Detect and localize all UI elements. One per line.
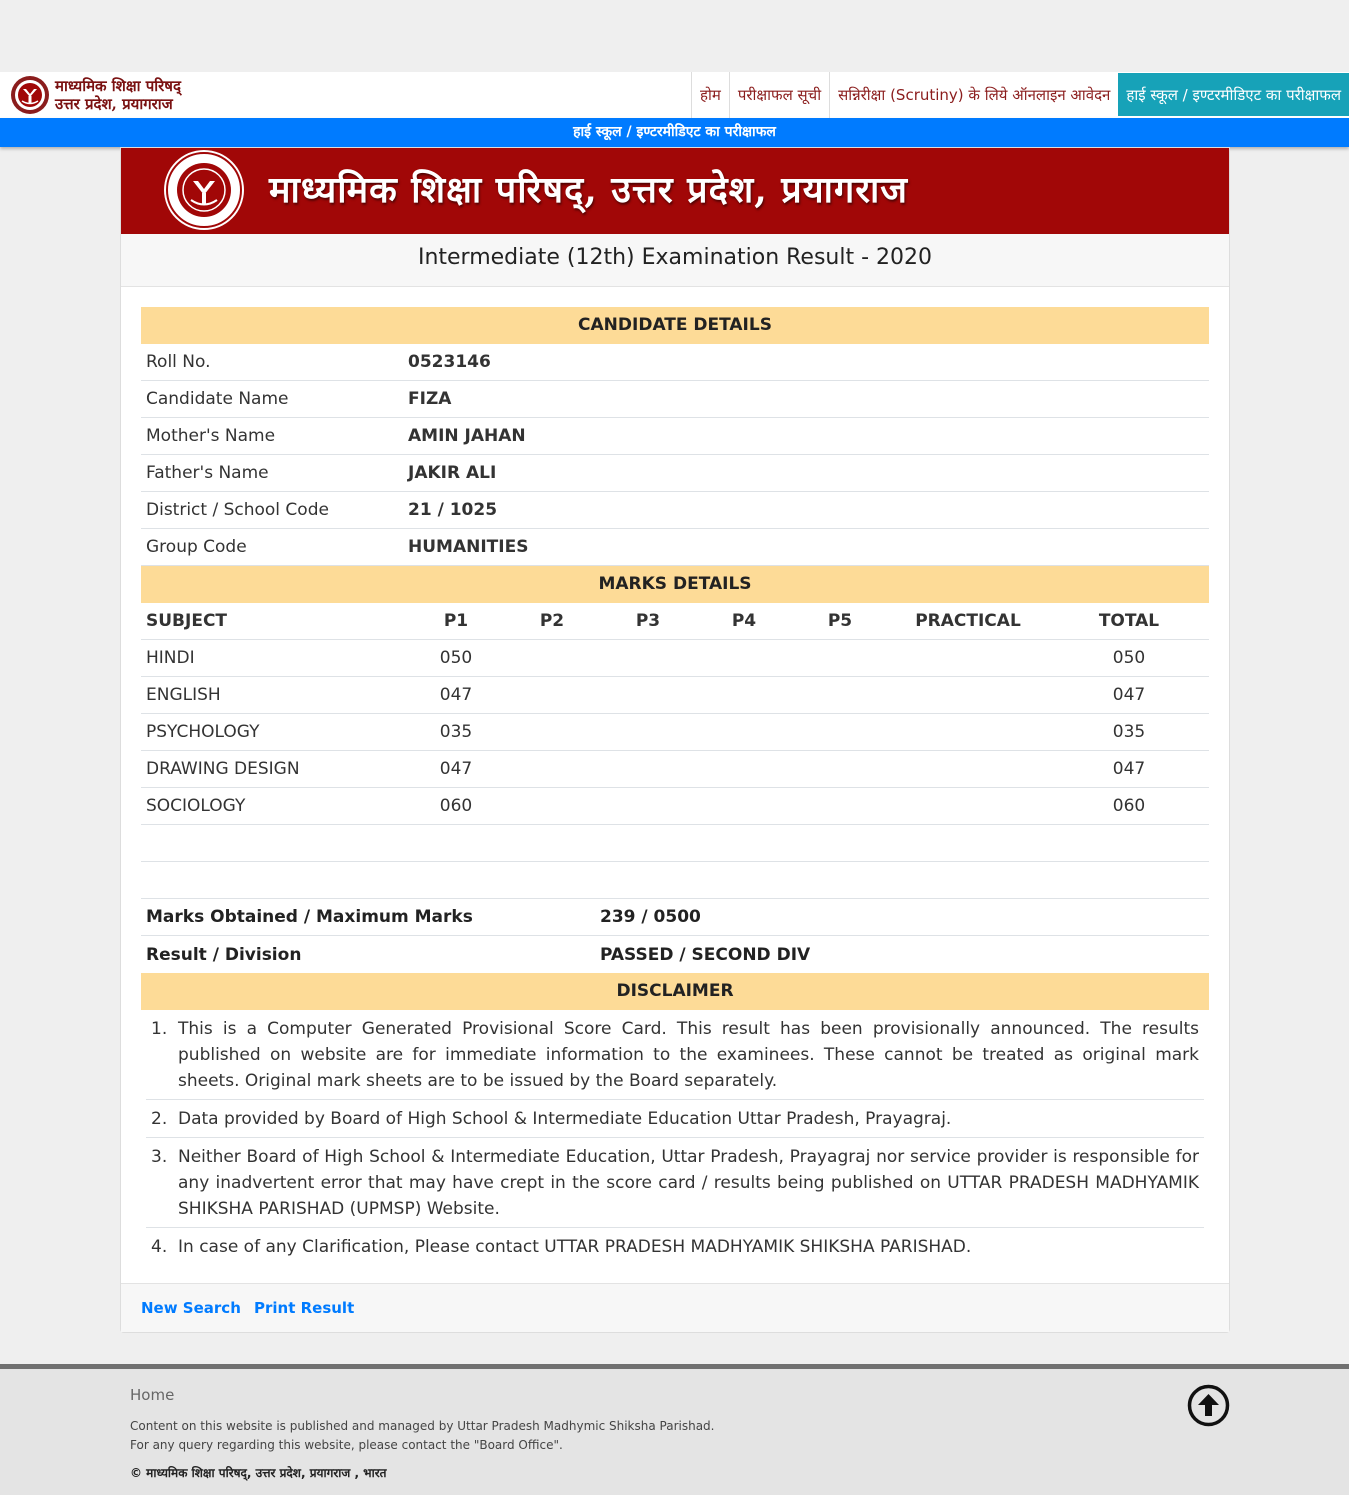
footer-home-link[interactable]: Home bbox=[130, 1386, 175, 1404]
candidate-row bbox=[141, 455, 1209, 492]
brand-line-1: माध्यमिक शिक्षा परिषद् bbox=[55, 77, 181, 95]
footer-copyright: © माध्यमिक शिक्षा परिषद्, उत्तर प्रदेश, प्रयागराज , भारत bbox=[130, 1466, 387, 1480]
col-p3: P3 bbox=[635, 611, 661, 631]
disclaimer-number: 2. bbox=[151, 1109, 168, 1129]
upmsp-logo-icon[interactable] bbox=[10, 75, 50, 115]
result-summary-row bbox=[141, 936, 1209, 973]
candidate-field-value: JAKIR ALI bbox=[408, 463, 497, 483]
main-menu bbox=[691, 72, 1349, 118]
col-p5: P5 bbox=[827, 611, 853, 631]
marks-cell-p1: 060 bbox=[439, 796, 473, 816]
marks-cell-total: 060 bbox=[1112, 796, 1146, 816]
candidate-row bbox=[141, 381, 1209, 418]
footer-info-line-2: For any query regarding this website, please contact the "Board Office". bbox=[130, 1438, 563, 1452]
banner-title: माध्यमिक शिक्षा परिषद्, उत्तर प्रदेश, प्रयागराज bbox=[269, 169, 908, 211]
candidate-field-label: Roll No. bbox=[146, 352, 211, 372]
marks-cell-total: 047 bbox=[1112, 759, 1146, 779]
col-p1: P1 bbox=[443, 611, 469, 631]
disclaimer-item bbox=[146, 1010, 1204, 1100]
candidate-row bbox=[141, 529, 1209, 566]
candidate-field-value: HUMANITIES bbox=[408, 537, 529, 557]
marks-table-header bbox=[141, 603, 1209, 640]
disclaimer-heading: DISCLAIMER bbox=[141, 973, 1209, 1010]
candidate-field-value: 21 / 1025 bbox=[408, 500, 498, 520]
menu-item-result-active[interactable]: हाई स्कूल / इण्टरमीडिएट का परीक्षाफल bbox=[1118, 73, 1349, 116]
disclaimer-item bbox=[146, 1100, 1204, 1138]
marks-obtained-label: Marks Obtained / Maximum Marks bbox=[146, 907, 473, 927]
candidate-field-value: FIZA bbox=[408, 389, 452, 409]
marks-details-heading: MARKS DETAILS bbox=[141, 566, 1209, 603]
disclaimer-item bbox=[146, 1138, 1204, 1228]
candidate-details-heading: CANDIDATE DETAILS bbox=[141, 307, 1209, 344]
marks-cell-subject: ENGLISH bbox=[146, 685, 221, 705]
table-spacer bbox=[141, 862, 1209, 899]
candidate-field-label: Group Code bbox=[146, 537, 247, 557]
disclaimer-list bbox=[141, 1010, 1209, 1265]
upmsp-seal-icon bbox=[163, 149, 245, 231]
marks-cell-subject: SOCIOLOGY bbox=[146, 796, 246, 816]
marks-table-row bbox=[141, 640, 1209, 677]
candidate-field-value: AMIN JAHAN bbox=[408, 426, 526, 446]
marks-table-row bbox=[141, 788, 1209, 825]
brand-logo-text[interactable] bbox=[55, 77, 181, 113]
disclaimer-number: 4. bbox=[151, 1237, 168, 1257]
col-practical: PRACTICAL bbox=[915, 611, 1021, 631]
brand-line-2: उत्तर प्रदेश, प्रयागराज bbox=[55, 95, 173, 113]
candidate-field-label: Candidate Name bbox=[146, 389, 289, 409]
candidate-field-label: District / School Code bbox=[146, 500, 329, 520]
candidate-field-label: Father's Name bbox=[146, 463, 269, 483]
menu-item-home[interactable]: होम bbox=[691, 72, 729, 118]
new-search-link[interactable]: New Search bbox=[141, 1299, 241, 1317]
candidate-row bbox=[141, 344, 1209, 381]
col-p2: P2 bbox=[539, 611, 565, 631]
footer-info-line-1: Content on this website is published and managed by Uttar Pradesh Madhymic Shiksha Parishad. bbox=[130, 1419, 715, 1433]
col-subject: SUBJECT bbox=[146, 611, 228, 631]
page-subtitle-bar: हाई स्कूल / इण्टरमीडिएट का परीक्षाफल bbox=[0, 118, 1349, 147]
marks-obtained-value: 239 / 0500 bbox=[600, 907, 701, 927]
result-card bbox=[120, 147, 1230, 1333]
scroll-to-top-icon[interactable] bbox=[1187, 1384, 1230, 1427]
print-result-link[interactable]: Print Result bbox=[254, 1299, 355, 1317]
page-title: Intermediate (12th) Examination Result - 2020 bbox=[121, 234, 1229, 287]
result-division-value: PASSED / SECOND DIV bbox=[600, 944, 811, 965]
disclaimer-text: Neither Board of High School & Intermediate Education, Uttar Pradesh, Prayagraj nor service provider is responsible for any inadvertent error that may have crept in the score card / results being published on UTTAR PRADESH MADHYAMIK SHIKSHA PARISHAD (UPMSP) Website. bbox=[178, 1147, 1199, 1219]
candidate-field-label: Mother's Name bbox=[146, 426, 276, 446]
menu-item-scrutiny[interactable]: सन्निरीक्षा (Scrutiny) के लिये ऑनलाइन आवेदन bbox=[829, 72, 1118, 118]
marks-cell-total: 050 bbox=[1112, 648, 1146, 668]
disclaimer-item bbox=[146, 1228, 1204, 1265]
disclaimer-text: This is a Computer Generated Provisional Score Card. This result has been provisionally announced. The results published on website are for immediate information to the examinees. These cannot be treated as original mark sheets. Original mark sheets are to be issued by the Board separately. bbox=[178, 1019, 1199, 1091]
disclaimer-number: 3. bbox=[151, 1147, 168, 1167]
marks-table-row bbox=[141, 677, 1209, 714]
site-footer bbox=[0, 1364, 1349, 1495]
card-actions bbox=[121, 1283, 1229, 1332]
marks-cell-p1: 047 bbox=[439, 685, 473, 705]
menu-item-result-list[interactable]: परीक्षाफल सूची bbox=[729, 72, 829, 118]
marks-cell-subject: DRAWING DESIGN bbox=[146, 759, 300, 779]
marks-cell-total: 035 bbox=[1112, 722, 1146, 742]
result-content bbox=[141, 307, 1209, 1265]
table-spacer bbox=[141, 825, 1209, 862]
marks-cell-p1: 035 bbox=[439, 722, 473, 742]
candidate-row bbox=[141, 492, 1209, 529]
marks-cell-p1: 047 bbox=[439, 759, 473, 779]
banner bbox=[121, 148, 1229, 234]
top-navbar bbox=[0, 72, 1349, 118]
marks-cell-subject: PSYCHOLOGY bbox=[146, 722, 260, 742]
marks-cell-subject: HINDI bbox=[146, 648, 195, 668]
marks-table-row bbox=[141, 714, 1209, 751]
marks-cell-p1: 050 bbox=[439, 648, 473, 668]
disclaimer-text: Data provided by Board of High School & Intermediate Education Uttar Pradesh, Prayagraj. bbox=[178, 1109, 952, 1129]
result-division-label: Result / Division bbox=[146, 944, 302, 965]
marks-table-row bbox=[141, 751, 1209, 788]
col-p4: P4 bbox=[731, 611, 757, 631]
disclaimer-number: 1. bbox=[151, 1019, 168, 1039]
marks-cell-total: 047 bbox=[1112, 685, 1146, 705]
disclaimer-text: In case of any Clarification, Please contact UTTAR PRADESH MADHYAMIK SHIKSHA PARISHAD. bbox=[178, 1237, 972, 1257]
marks-summary-row bbox=[141, 899, 1209, 936]
candidate-field-value: 0523146 bbox=[408, 352, 491, 372]
candidate-row bbox=[141, 418, 1209, 455]
col-total: TOTAL bbox=[1098, 611, 1160, 631]
